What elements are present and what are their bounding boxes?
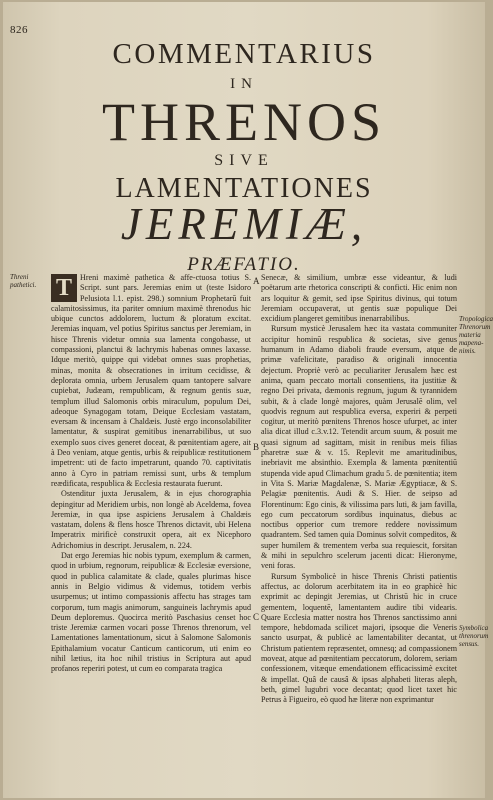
section-letter-a: A — [253, 276, 260, 286]
heading-lamentationes: LAMENTATIONES — [115, 173, 373, 204]
book-page — [3, 2, 493, 798]
heading-sive: SIVE — [214, 152, 274, 169]
margin-note-right-tropologica: Tropologica Threnorum materia mapena-nimis. — [459, 315, 493, 355]
left-paragraph-2: Ostenditur juxta Jerusalem, & in ejus chorographia depingitur ad Meridiem urbis, non longè ab Aceldema, fovea Jeremiæ, in qua ipse aspiciens Jerusalem à Chaldæis vastatam, dolens & flens hosce Threnos dictavit, ubi Helena Imperatrix mirificè construxit opera, ait ex Nicephoro Adrichomius in descript. Jerusalem, n. 224. — [51, 489, 251, 550]
heading-threnos: THRENOS — [101, 92, 386, 152]
drop-cap: T — [51, 274, 77, 302]
page-number: 826 — [10, 24, 28, 36]
heading-commentarius: COMMENTARIUS — [112, 38, 376, 70]
right-paragraph-1: Senecæ, & similium, umbræ esse videantur, & ludi poëtarum arte rhetorica conscripti & conficti. Hic enim non ars loquitur & gemit, sed ipse Spiritus divinus, qui totum Jeremiam occupaverat, ut gentis suæ populique Dei excidium plangeret gemitibus inenarrabilibus. — [261, 273, 457, 324]
left-paragraph-3: Dat ergo Jeremias hic nobis typum, exemplum & carmen, quod in urbium, regnorum, reipublicæ & Ecclesiæ eversione, quod in publica calamitate & clade, quales plurimas hisce annis in Belgio vidimus & videmus, totidem verbis usurpemus; ut intimo compassionis affectu has strages tam corporum, tum magis animorum, sanguineis lachrymis apud Deum deploremus. Quocirca meritò Paschasius censet hoc triste Jeremiæ carmen vocari posse Threnos threnorum, vel Lamentationes lamentationum, sicut à Salomone Salomonis Epithalamium vocatur Canticum canticorum, uti enim eo nihil lætius, ita hoc nihil tristius in Scriptura aut apud profanos reperiri potest, ut cum eo comparata tragica — [51, 551, 251, 674]
section-letter-c: C — [253, 612, 260, 622]
margin-note-right-symbolica: Symbolica threnorum sensus. — [459, 624, 489, 648]
left-column — [51, 273, 251, 675]
right-paragraph-3: Rursum Symbolicè in hisce Threnis Christi patientis affectus, ac dolorum acerbitatem ita in eo graphicè hic exprimit ac depingit Jeremias, ut Christū hic in cruce gementem, loquentē, lamentantem audire tibi videaris. Quare Ecclesia matter nostra hos Threnos sanctissimo anni tempore, hebdomada scilicet majori, ipsoque die Veneris sancto usurpat, & publicè ac lamentabiliter decantat, ut Christum patientem repræsentet, omnesq; ad compassionem moveat, atque ad pœnitentiam peccatorum, dolorem, seriam confessionem, vitæque emendationem efficacissimè excitet & impellat. Quâ de causâ & ipsas alphabeti literas aleph, beth, gimel lugubri voce decantat; quod licet taxet hic Petrus à Figueiro, eò quod hæ literæ non exprimantur — [261, 571, 457, 705]
section-letter-b: B — [253, 442, 260, 452]
heading-in: IN — [230, 76, 258, 92]
margin-note-left: Threni pathetici. — [10, 273, 37, 289]
left-paragraph-1: T Hreni maximè pathetica & affe-ctuosa totius S. Script. sunt pars. Jeremias enim ut (teste Isidoro Pelusiota l.1. epist. 298.) somnium Prophetarū fuit calamitosissimus, ita pariter omnium maximè threnodus hic ubique cunctos addolorem, luctum & ploratum excitat. Jeremias inquam, vel potius Spiritus sanctus per Jeremiam, in hisce Threnis videtur omnia sua lamenta congobasse, ut compassioni, planctui & lachrymis habenas omnes laxasse. Idque meritò, quippe qui videbat omnes suas prophetias, minas, monita & obsecrationes in irritum cecidisse, & deplorata omnia, urbem Jerusalem quam tantopere salvare cupiebat, Judæam, rempublicam, & regnum gentis suæ, templum illud Salomonis orbis miraculum, populum Dei, adeoque Synagogam totam, Deique Ecclesiam vastatam, eversam & incensam à Chaldæis. Justè ergo inconsolabiliter lamentatur, & suspirat gemitibus inenarrabilibus, ut suo exemplo suos cives generet doceat, & pœnitentiam agere, ait à Deo veniam, atque gentis, urbis & reipublicæ restitutionem impetrent: uti de facto impetrarunt, quando 70. captivitatis anno à Cyro in patriam remissi sunt, urbs & templum reædificata, respublica & Ecclesia restaurata fuerunt. — [51, 273, 251, 488]
heading-jeremiae: JEREMIÆ, — [120, 199, 368, 249]
right-column — [261, 273, 457, 705]
right-paragraph-2: Rursum mysticè Jerusalem hæc ita vastata communiter accipitur hominū respublica & societas, sive genus humanum in Adamo diaboli fraude eversum, atque de primæ vafelicitate, paradiso & originali innocentia dejectum. Propriè verò ac peculiariter Jerusalem hæc est anima, quam peccato mortali consentiens, ita justitiæ & regno Dei privata, dæmonis regnum, jugum & tyrannidem subit, & à clade longè majores, quàm Jerusalē olim, vel quodvis regnum aut respublica eversa, experiri & perpeti cogitur, ut meritò pœnitens Threnos hosce ufurpet, ac inter alia dicat illud c.3.v.12. Tetendit arcum suum, & posuit me quasi signum ad sagittam, misit in renibus meis filias pharetræ suæ & v. 15. Replevit me amaritudinibus, inebriavit me absinthio. Exempla & lamenta pœnitentiū stupenda vide apud Climachum gradu 5. de pœnitentia; item in Vita S. Mariæ Magdalenæ, S. Mariæ Ægyptiacæ, & S. Pelagiæ pœnitentis. Audi & S. Hier. de seipso ad Florentinum: Ego cinis, & vilissima pars luti, & jam favilla, ego cum peccatorum sordibus inquinatus, diebus ac noctibus opperior cum tremore reddere novissimum quadrantem. Sed tamen quia Dominus solvit compeditos, & super humilem & trementem verba sua requiescit, forsitan & mihi in sepulchro scelerum jacenti dicat: Hieronyme, veni foras. — [261, 324, 457, 571]
heading-praefatio: PRÆFATIO. — [187, 254, 301, 275]
